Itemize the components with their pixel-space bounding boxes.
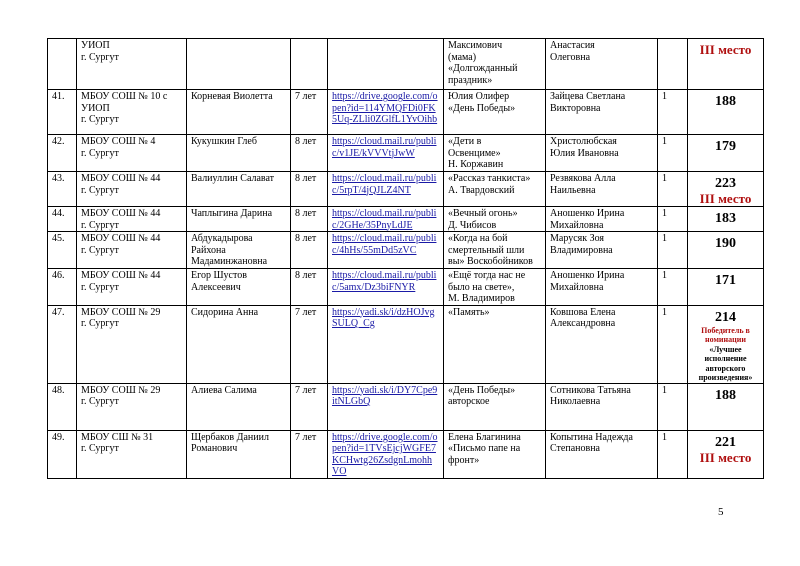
result-cell	[688, 305, 764, 383]
result-cell	[688, 269, 764, 306]
result-cell	[688, 90, 764, 135]
school-cell	[77, 383, 187, 430]
teacher-name: Анастасия Олеговна	[550, 40, 595, 63]
nomination-award	[692, 326, 759, 383]
age-cell	[291, 232, 328, 269]
video-link[interactable]: https://cloud.mail.ru/public/5rpT/4jQJLZ4NT	[332, 173, 437, 196]
teacher-cell	[546, 39, 658, 90]
participant-count: 1	[662, 431, 667, 443]
count-cell	[658, 207, 688, 232]
participant-cell	[187, 90, 291, 135]
participant-age: 7 лет	[295, 306, 317, 318]
work-title: Елена Благинина «Письмо папе на фронт»	[448, 431, 521, 466]
row-number: 42.	[52, 136, 65, 147]
video-link[interactable]: https://cloud.mail.ru/public/v1JE/kVVVtjJwW	[332, 136, 437, 159]
row-number-cell	[48, 305, 77, 383]
work-cell	[444, 383, 546, 430]
school-name: МБОУ СОШ № 44 г. Сургут	[81, 173, 161, 196]
teacher-name: Христолюбская Юлия Ивановна	[550, 136, 619, 159]
video-link[interactable]: https://drive.google.com/open?id=114YMQFDi0FK5Uq-ZLli0ZGlfL1YvOihb	[332, 91, 438, 125]
work-title: «Когда на бой смертельный шли вы» Воскобойников	[448, 233, 533, 267]
teacher-name: Ковшова Елена Александровна	[550, 306, 616, 329]
place-badge: III место	[699, 42, 752, 57]
work-cell	[444, 305, 546, 383]
row-number: 45.	[52, 233, 65, 244]
work-title: «Ещё тогда нас не было на свете», М. Владимиров	[448, 270, 526, 304]
table-row	[48, 430, 764, 478]
school-name: МБОУ СОШ № 10 с УИОП г. Сургут	[81, 91, 168, 125]
count-cell	[658, 172, 688, 207]
school-cell	[77, 207, 187, 232]
work-title: «Дети в Освенциме» Н. Коржавин	[448, 136, 504, 170]
participant-name: Алиева Салима	[191, 384, 257, 396]
age-cell	[291, 305, 328, 383]
result-cell	[688, 430, 764, 478]
row-number: 49.	[52, 431, 65, 443]
video-link[interactable]: https://cloud.mail.ru/public/2GHe/35PnyLdJE	[332, 208, 437, 231]
row-number: 48.	[52, 384, 65, 396]
school-name: МБОУ СОШ № 44 г. Сургут	[81, 270, 161, 293]
score: 221	[715, 434, 736, 450]
work-cell	[444, 269, 546, 306]
work-cell	[444, 430, 546, 478]
video-link-cell[interactable]	[328, 269, 444, 306]
table-row	[48, 207, 764, 232]
age-cell	[291, 39, 328, 90]
work-title: «Рассказ танкиста» А. Твардовский	[448, 173, 531, 196]
result-cell	[688, 135, 764, 172]
score: 188	[715, 387, 736, 403]
teacher-name: Марусяк Зоя Владимировна	[550, 233, 613, 256]
participant-count: 1	[662, 306, 667, 318]
participant-age: 8 лет	[295, 233, 317, 244]
video-link[interactable]: https://drive.google.com/open?id=1TVsEjcjWGFE7KCHwtg26ZsdgnLmohhVO	[332, 431, 438, 477]
age-cell	[291, 383, 328, 430]
score: 183	[715, 211, 736, 226]
participant-cell	[187, 207, 291, 232]
participant-count: 1	[662, 270, 667, 281]
school-name: УИОП г. Сургут	[81, 40, 119, 63]
video-link-cell[interactable]	[328, 207, 444, 232]
school-name: МБОУ СШ № 31 г. Сургут	[81, 431, 154, 454]
row-number-cell	[48, 207, 77, 232]
result-cell	[688, 39, 764, 90]
video-link-cell[interactable]	[328, 172, 444, 207]
video-link-cell[interactable]	[328, 430, 444, 478]
school-cell	[77, 39, 187, 90]
participant-name: Валиуллин Салават	[191, 173, 275, 184]
teacher-cell	[546, 305, 658, 383]
row-number: 43.	[52, 173, 65, 184]
count-cell	[658, 232, 688, 269]
table-row	[48, 90, 764, 135]
row-number-cell	[48, 232, 77, 269]
participant-name: Абдукадырова Райхона Мадаминжановна	[191, 233, 268, 267]
teacher-name: Сотникова Татьяна Николаевна	[550, 384, 631, 407]
row-number-cell	[48, 383, 77, 430]
work-cell	[444, 172, 546, 207]
row-number: 41.	[52, 91, 65, 102]
school-cell	[77, 172, 187, 207]
school-cell	[77, 305, 187, 383]
teacher-cell	[546, 172, 658, 207]
work-cell	[444, 90, 546, 135]
score: 223	[715, 176, 736, 191]
result-cell	[688, 172, 764, 207]
work-title: Максимович (мама) «Долгожданный праздник»	[448, 40, 518, 86]
school-name: МБОУ СОШ № 29 г. Сургут	[81, 384, 161, 407]
age-cell	[291, 135, 328, 172]
count-cell	[658, 269, 688, 306]
participant-cell	[187, 305, 291, 383]
results-table	[47, 38, 764, 479]
participant-count: 1	[662, 384, 667, 396]
video-link-cell[interactable]	[328, 90, 444, 135]
place-badge: III место	[699, 449, 752, 465]
teacher-cell	[546, 135, 658, 172]
participant-age: 8 лет	[295, 173, 317, 184]
school-cell	[77, 430, 187, 478]
work-cell	[444, 207, 546, 232]
participant-name: Сидорина Анна	[191, 306, 259, 318]
count-cell	[658, 430, 688, 478]
participant-count: 1	[662, 136, 667, 147]
row-number: 47.	[52, 306, 65, 318]
table-row	[48, 383, 764, 430]
age-cell	[291, 430, 328, 478]
participant-name: Кукушкин Глеб	[191, 136, 257, 147]
count-cell	[658, 383, 688, 430]
video-link-cell[interactable]	[328, 232, 444, 269]
work-title: «Память»	[448, 306, 490, 318]
row-number-cell	[48, 39, 77, 90]
participant-cell	[187, 383, 291, 430]
school-cell	[77, 90, 187, 135]
video-link[interactable]: https://yadi.sk/i/DY7Cpe9itNLGbQ	[332, 384, 438, 407]
score: 188	[715, 94, 736, 109]
video-link[interactable]: https://cloud.mail.ru/public/5amx/Dz3biFNYR	[332, 270, 437, 293]
table-row	[48, 232, 764, 269]
participant-cell	[187, 269, 291, 306]
work-title: «Вечный огонь» Д. Чибисов	[448, 208, 518, 231]
school-name: МБОУ СОШ № 44 г. Сургут	[81, 233, 161, 256]
school-cell	[77, 269, 187, 306]
teacher-cell	[546, 232, 658, 269]
video-link-cell[interactable]	[328, 383, 444, 430]
row-number-cell	[48, 269, 77, 306]
teacher-name: Копытина Надежда Степановна	[550, 431, 633, 454]
row-number-cell	[48, 172, 77, 207]
school-name: МБОУ СОШ № 44 г. Сургут	[81, 208, 161, 231]
score: 214	[715, 309, 736, 325]
teacher-cell	[546, 207, 658, 232]
participant-cell	[187, 232, 291, 269]
participant-name: Щербаков Даниил Романович	[191, 431, 269, 454]
participant-age: 7 лет	[295, 91, 317, 102]
participant-count: 1	[662, 233, 667, 244]
age-cell	[291, 207, 328, 232]
teacher-cell	[546, 90, 658, 135]
work-cell	[444, 232, 546, 269]
participant-cell	[187, 172, 291, 207]
score: 190	[715, 236, 736, 251]
work-title: «День Победы» авторское	[448, 384, 516, 407]
age-cell	[291, 172, 328, 207]
nomination-name: «Лучшее исполнение авторского произведения»	[698, 344, 753, 382]
work-cell	[444, 135, 546, 172]
participant-cell	[187, 39, 291, 90]
video-link[interactable]: https://cloud.mail.ru/public/4hHs/55mDd5zVC	[332, 233, 437, 256]
participant-age: 7 лет	[295, 384, 317, 396]
result-cell	[688, 232, 764, 269]
participant-age: 8 лет	[295, 136, 317, 147]
count-cell	[658, 135, 688, 172]
video-link-cell[interactable]	[328, 39, 444, 90]
participant-cell	[187, 135, 291, 172]
row-number: 44.	[52, 208, 65, 219]
participant-age: 8 лет	[295, 270, 317, 281]
row-number-cell	[48, 135, 77, 172]
table-row	[48, 269, 764, 306]
teacher-cell	[546, 430, 658, 478]
participant-count: 1	[662, 91, 667, 102]
work-cell	[444, 39, 546, 90]
result-cell	[688, 207, 764, 232]
participant-name: Егор Шустов Алексеевич	[191, 270, 247, 293]
teacher-name: Зайцева Светлана Викторовна	[550, 91, 626, 114]
table-row	[48, 305, 764, 383]
count-cell	[658, 90, 688, 135]
participant-age: 7 лет	[295, 431, 317, 443]
video-link-cell[interactable]	[328, 305, 444, 383]
participant-name: Чаплыгина Дарина	[191, 208, 273, 219]
nomination-title: Победитель в номинации	[701, 325, 750, 344]
school-name: МБОУ СОШ № 29 г. Сургут	[81, 306, 161, 329]
place-badge: III место	[699, 191, 752, 206]
teacher-cell	[546, 269, 658, 306]
table-row	[48, 39, 764, 90]
teacher-name: Аношенко Ирина Михайловна	[550, 270, 625, 293]
age-cell	[291, 269, 328, 306]
score: 179	[715, 139, 736, 154]
teacher-cell	[546, 383, 658, 430]
result-cell	[688, 383, 764, 430]
video-link-cell[interactable]	[328, 135, 444, 172]
school-cell	[77, 135, 187, 172]
row-number-cell	[48, 430, 77, 478]
teacher-name: Резвякова Алла Наильевна	[550, 173, 616, 196]
table-row	[48, 172, 764, 207]
count-cell	[658, 39, 688, 90]
participant-age: 8 лет	[295, 208, 317, 219]
participant-count: 1	[662, 173, 667, 184]
age-cell	[291, 90, 328, 135]
participant-cell	[187, 430, 291, 478]
row-number: 46.	[52, 270, 65, 281]
page-number: 5	[718, 506, 724, 518]
participant-name: Корневая Виолетта	[191, 91, 273, 102]
count-cell	[658, 305, 688, 383]
school-cell	[77, 232, 187, 269]
teacher-name: Аношенко Ирина Михайловна	[550, 208, 625, 231]
row-number-cell	[48, 90, 77, 135]
participant-count: 1	[662, 208, 667, 219]
score: 171	[715, 273, 736, 288]
work-title: Юлия Олифер «День Победы»	[448, 91, 516, 114]
table-row	[48, 135, 764, 172]
school-name: МБОУ СОШ № 4 г. Сургут	[81, 136, 156, 159]
video-link[interactable]: https://yadi.sk/i/dzHOJvgSULQ_Cg	[332, 306, 435, 329]
